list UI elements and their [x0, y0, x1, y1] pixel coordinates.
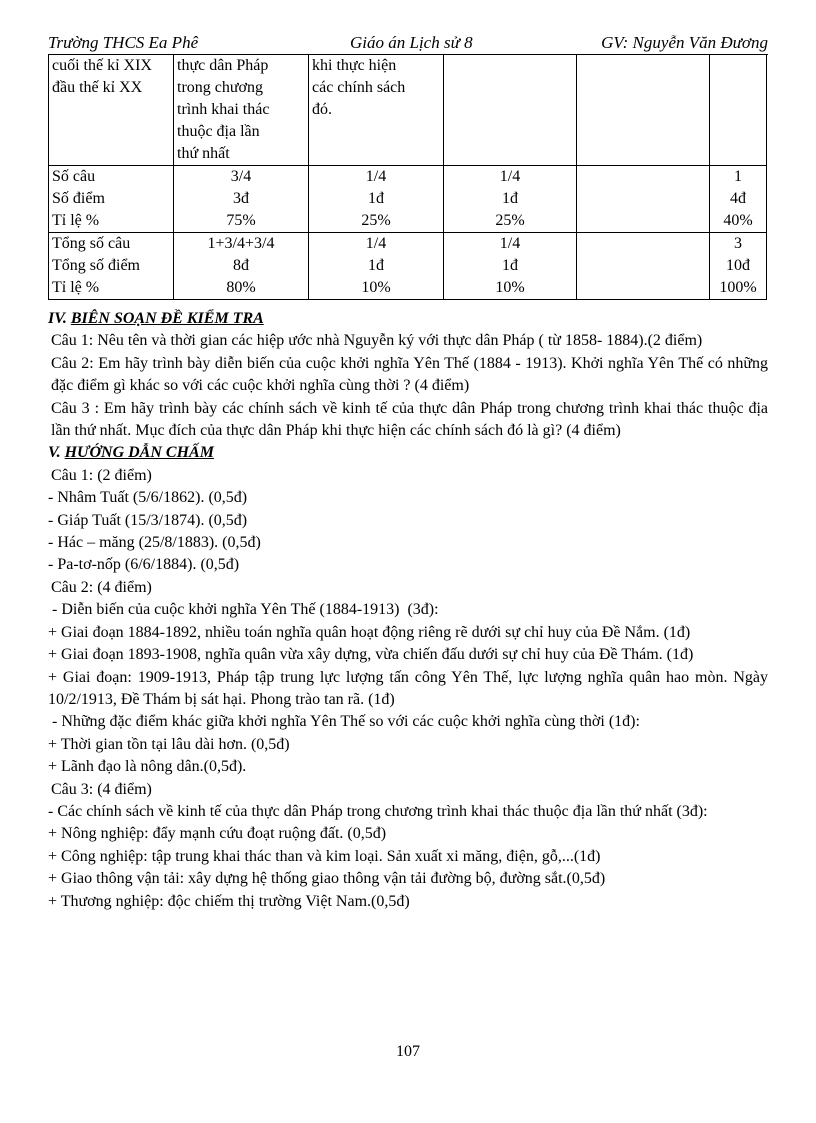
- grading-line: - Hác – măng (25/8/1883). (0,5đ): [48, 534, 261, 552]
- table-cell: 1+3/4+3/4 8đ 80%: [174, 233, 309, 300]
- table-cell: cuối thế kỉ XIX đầu thế kỉ XX: [49, 55, 174, 166]
- table-cell: khi thực hiện các chính sách đó.: [309, 55, 444, 166]
- table-cell: 3/4 3đ 75%: [174, 166, 309, 233]
- assessment-matrix-table: [48, 54, 767, 300]
- grading-line: + Giai đoạn: 1909-1913, Pháp tập trung lực lượng tấn công Yên Thế, lực lượng nghĩa quân hao mòn. Ngày 10/2/1913, Đề Thám bị sát hại. Phong trào tan rã. (1đ): [48, 668, 768, 708]
- grading-line: - Các chính sách về kinh tế của thực dân Pháp trong chương trình khai thác thuộc địa lần thứ nhất (3đ):: [48, 802, 708, 820]
- table-cell: [577, 166, 710, 233]
- exam-question-2: Câu 2: Em hãy trình bày diễn biến của cuộc khởi nghĩa Yên Thế (1884 - 1913). Khởi nghĩa Yên Thế có những đặc điểm gì khác so với các cuộc khởi nghĩa cùng thời ? (4 điểm): [51, 354, 768, 395]
- grading-line: - Diễn biến của cuộc khởi nghĩa Yên Thế (1884-1913) (3đ):: [48, 601, 439, 619]
- grading-line: - Giáp Tuất (15/3/1874). (0,5đ): [48, 511, 248, 529]
- table-row: [49, 55, 767, 166]
- table-cell: [444, 55, 577, 166]
- grading-line: - Pa-tơ-nốp (6/6/1884). (0,5đ): [48, 556, 240, 574]
- grading-line: + Thời gian tồn tại lâu dài hơn. (0,5đ): [48, 735, 290, 753]
- grading-line: - Những đặc điểm khác giữa khởi nghĩa Yên Thế so với các cuộc khởi nghĩa cùng thời (1đ):: [48, 713, 640, 731]
- section-heading-exam: IV. BIÊN SOẠN ĐỀ KIỂM TRA: [48, 310, 264, 327]
- header-subject: Giáo án Lịch sử 8: [350, 33, 473, 52]
- table-row: [49, 233, 767, 300]
- table-row: [49, 166, 767, 233]
- grading-line: - Nhâm Tuất (5/6/1862). (0,5đ): [48, 489, 248, 507]
- table-cell: thực dân Pháp trong chương trình khai thác thuộc địa lần thứ nhất: [174, 55, 309, 166]
- table-cell: 1/4 1đ 10%: [444, 233, 577, 300]
- header-teacher: GV: Nguyễn Văn Đương: [601, 33, 768, 52]
- grading-line: + Công nghiệp: tập trung khai thác than và kim loại. Sản xuất xi măng, điện, gỗ,...(1đ): [48, 847, 601, 865]
- table-cell: [710, 55, 767, 166]
- table-cell: 1/4 1đ 25%: [309, 166, 444, 233]
- table-cell: 1 4đ 40%: [710, 166, 767, 233]
- table-cell: Số câu Số điểm Tỉ lệ %: [49, 166, 174, 233]
- grading-line: + Thương nghiệp: độc chiếm thị trường Việt Nam.(0,5đ): [48, 892, 410, 910]
- grading-line: + Giai đoạn 1893-1908, nghĩa quân vừa xây dựng, vừa chiến đấu dưới sự chỉ huy của Đề Thám. (1đ): [48, 646, 694, 664]
- table-cell: [577, 233, 710, 300]
- document-body: [48, 308, 768, 913]
- table-cell: 3 10đ 100%: [710, 233, 767, 300]
- section-heading-grading: V. HƯỚNG DẪN CHẤM: [48, 444, 214, 462]
- grading-line: + Giao thông vận tải: xây dựng hệ thống giao thông vận tải đường bộ, đường sắt.(0,5đ): [48, 870, 606, 888]
- grading-line: + Giai đoạn 1884-1892, nhiều toán nghĩa quân hoạt động riêng rẽ dưới sự chỉ huy của Đề Nắm. (1đ): [48, 623, 691, 641]
- table-cell: Tổng số câu Tổng số điểm Tỉ lệ %: [49, 233, 174, 300]
- grading-line: Câu 1: (2 điểm): [51, 466, 152, 484]
- exam-question-3: Câu 3 : Em hãy trình bày các chính sách về kinh tế của thực dân Pháp trong chương trình khai thác thuộc địa lần thứ nhất. Mục đích của thực dân Pháp khi thực hiện các chính sách đó là gì? (4 điểm): [51, 399, 768, 440]
- page-number: 107: [396, 1043, 420, 1060]
- page-header: [48, 32, 768, 55]
- grading-line: Câu 2: (4 điểm): [51, 578, 152, 596]
- exam-question-1: Câu 1: Nêu tên và thời gian các hiệp ước nhà Nguyễn ký với thực dân Pháp ( từ 1858- 1884).(2 điểm): [51, 332, 703, 350]
- grading-line: + Nông nghiệp: đẩy mạnh cứu đoạt ruộng đất. (0,5đ): [48, 825, 387, 843]
- table-cell: 1/4 1đ 10%: [309, 233, 444, 300]
- table-cell: [577, 55, 710, 166]
- table-cell: 1/4 1đ 25%: [444, 166, 577, 233]
- grading-line: Câu 3: (4 điểm): [51, 780, 152, 798]
- grading-line: + Lãnh đạo là nông dân.(0,5đ).: [48, 758, 247, 776]
- header-school: Trường THCS Ea Phê: [48, 33, 199, 52]
